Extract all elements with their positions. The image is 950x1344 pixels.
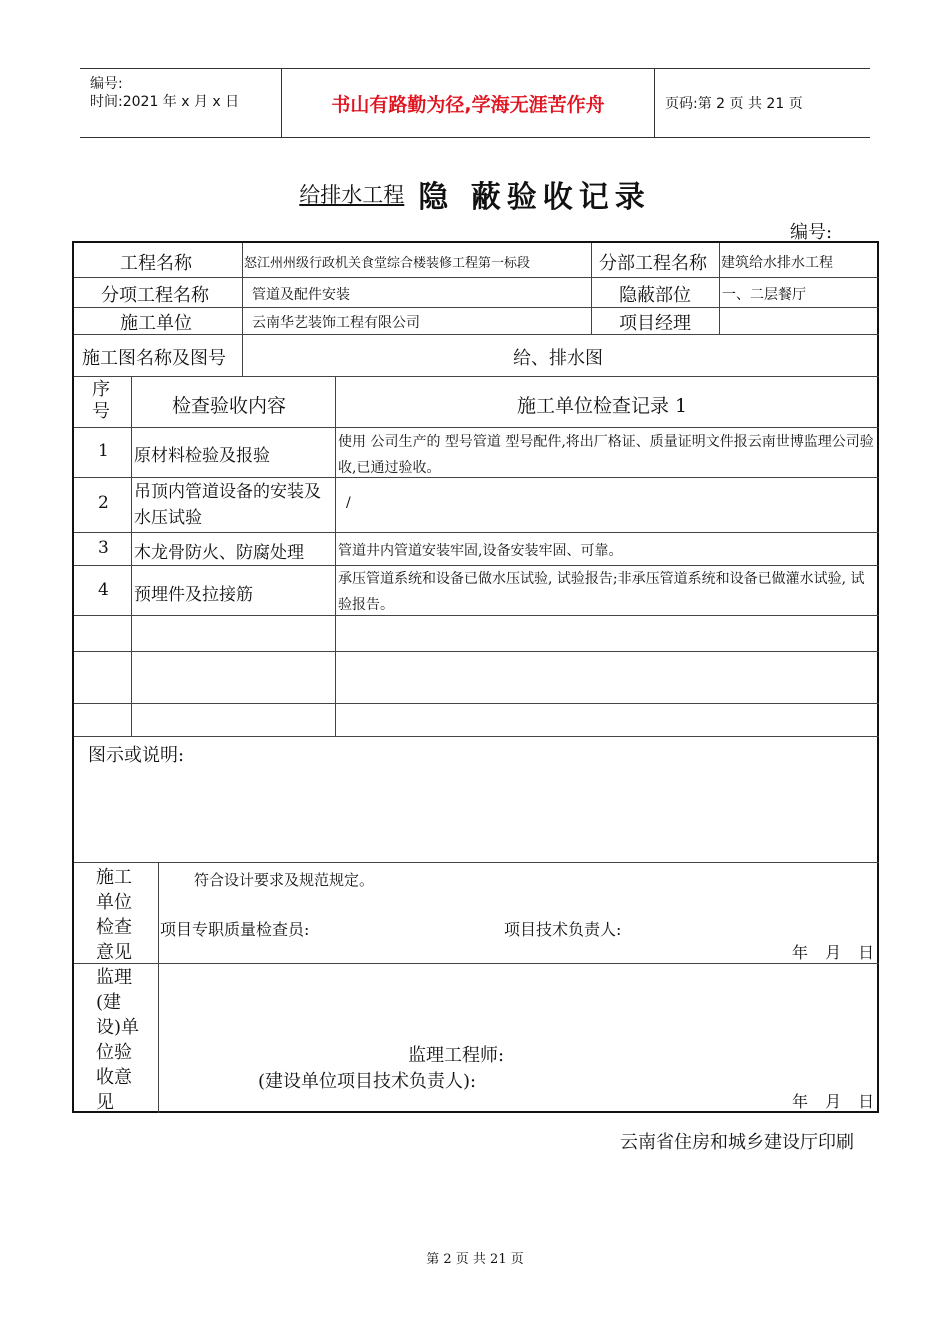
header-motto: 书山有路勤为径,学海无涯苦作舟 — [281, 69, 655, 137]
row-divider — [74, 963, 879, 964]
owner-tech-lead-label: (建设单位项目技术负责人): — [258, 1071, 477, 1092]
hidden-part-label: 隐蔽部位 — [619, 285, 691, 306]
row-divider — [74, 307, 879, 308]
header-meta — [80, 69, 280, 137]
col-divider — [335, 376, 336, 736]
division-value: 建筑给水排水工程 — [721, 255, 833, 271]
title-prefix: 给排水工程 — [299, 183, 405, 207]
row-no: 3 — [98, 538, 109, 558]
header-time-label: 时间:2021 年 x 月 x 日 — [90, 94, 240, 110]
col-divider — [242, 243, 243, 334]
row-divider — [74, 277, 879, 278]
pm-label: 项目经理 — [619, 313, 691, 334]
col-record-label: 施工单位检查记录 1 — [517, 395, 688, 417]
col-content-label: 检查验收内容 — [172, 395, 287, 417]
sub-item-label: 分项工程名称 — [101, 285, 209, 306]
row-content: 预埋件及拉接筋 — [134, 585, 253, 605]
col-divider — [242, 334, 243, 376]
acceptance-form — [72, 241, 879, 1113]
row-no: 4 — [98, 580, 109, 600]
doc-number-label: 编号: — [790, 222, 833, 243]
tech-lead-label: 项目技术负责人: — [504, 920, 622, 939]
col-divider — [131, 376, 132, 736]
sub-item-value: 管道及配件安装 — [252, 287, 350, 303]
row-divider — [74, 703, 879, 704]
row-divider — [74, 532, 879, 533]
supervisor-opinion-label: 监理(建设)单位验收意见 — [96, 967, 140, 1113]
drawing-label: 施工图名称及图号 — [82, 348, 226, 369]
title-main: 隐 蔽验收记录 — [418, 180, 651, 215]
row-no: 2 — [98, 493, 109, 513]
header-page-label: 页码:第 2 页 共 21 页 — [665, 96, 803, 112]
division-label: 分部工程名称 — [599, 253, 707, 274]
row-no: 1 — [98, 441, 109, 461]
col-divider — [719, 243, 720, 334]
page-header — [80, 68, 870, 138]
col-divider — [158, 862, 159, 1113]
document-title — [0, 172, 950, 216]
row-record: 管道井内管道安装牢固,设备安装牢固、可靠。 — [338, 543, 623, 559]
row-divider — [74, 736, 879, 737]
contractor-opinion-text: 符合设计要求及规范规定。 — [194, 871, 375, 889]
supervisor-engineer-label: 监理工程师: — [408, 1045, 505, 1066]
row-record: 承压管道系统和设备已做水压试验, 试验报告;非承压管道系统和设备已做灌水试验, 试验报告。 — [338, 571, 865, 613]
row-record: / — [346, 495, 351, 511]
contractor-label: 施工单位 — [120, 313, 192, 334]
header-number-label: 编号: — [90, 76, 123, 92]
row-divider — [74, 427, 879, 428]
contractor-value: 云南华艺装饰工程有限公司 — [252, 315, 420, 331]
hidden-part-value: 一、二层餐厅 — [722, 287, 806, 303]
project-name-value: 怒江州州级行政机关食堂综合楼装修工程第一标段 — [244, 256, 531, 271]
row-content: 吊顶内管道设备的安装及水压试验 — [134, 482, 321, 528]
printer-note: 云南省住房和城乡建设厅印刷 — [620, 1132, 854, 1153]
drawing-value: 给、排水图 — [513, 348, 603, 369]
page-number: 第 2 页 共 21 页 — [426, 1252, 524, 1267]
col-divider — [591, 243, 592, 334]
row-divider — [74, 376, 879, 377]
row-record: 使用 公司生产的 型号管道 型号配件,将出厂格证、质量证明文件报云南世博监理公司验收,已通过验收。 — [338, 434, 874, 476]
row-divider — [74, 862, 879, 863]
col-seq-label: 序号 — [92, 379, 110, 422]
supervisor-date: 年 月 日 — [792, 1092, 881, 1111]
quality-inspector-label: 项目专职质量检查员: — [160, 920, 310, 939]
diagram-label: 图示或说明: — [88, 745, 185, 766]
project-name-label: 工程名称 — [120, 253, 192, 274]
contractor-date: 年 月 日 — [792, 943, 881, 962]
row-content: 木龙骨防火、防腐处理 — [134, 543, 304, 563]
row-content: 原材料检验及报验 — [134, 446, 270, 466]
row-divider — [74, 334, 879, 335]
row-divider — [74, 651, 879, 652]
contractor-opinion-label: 施工单位检查意见 — [96, 867, 132, 963]
